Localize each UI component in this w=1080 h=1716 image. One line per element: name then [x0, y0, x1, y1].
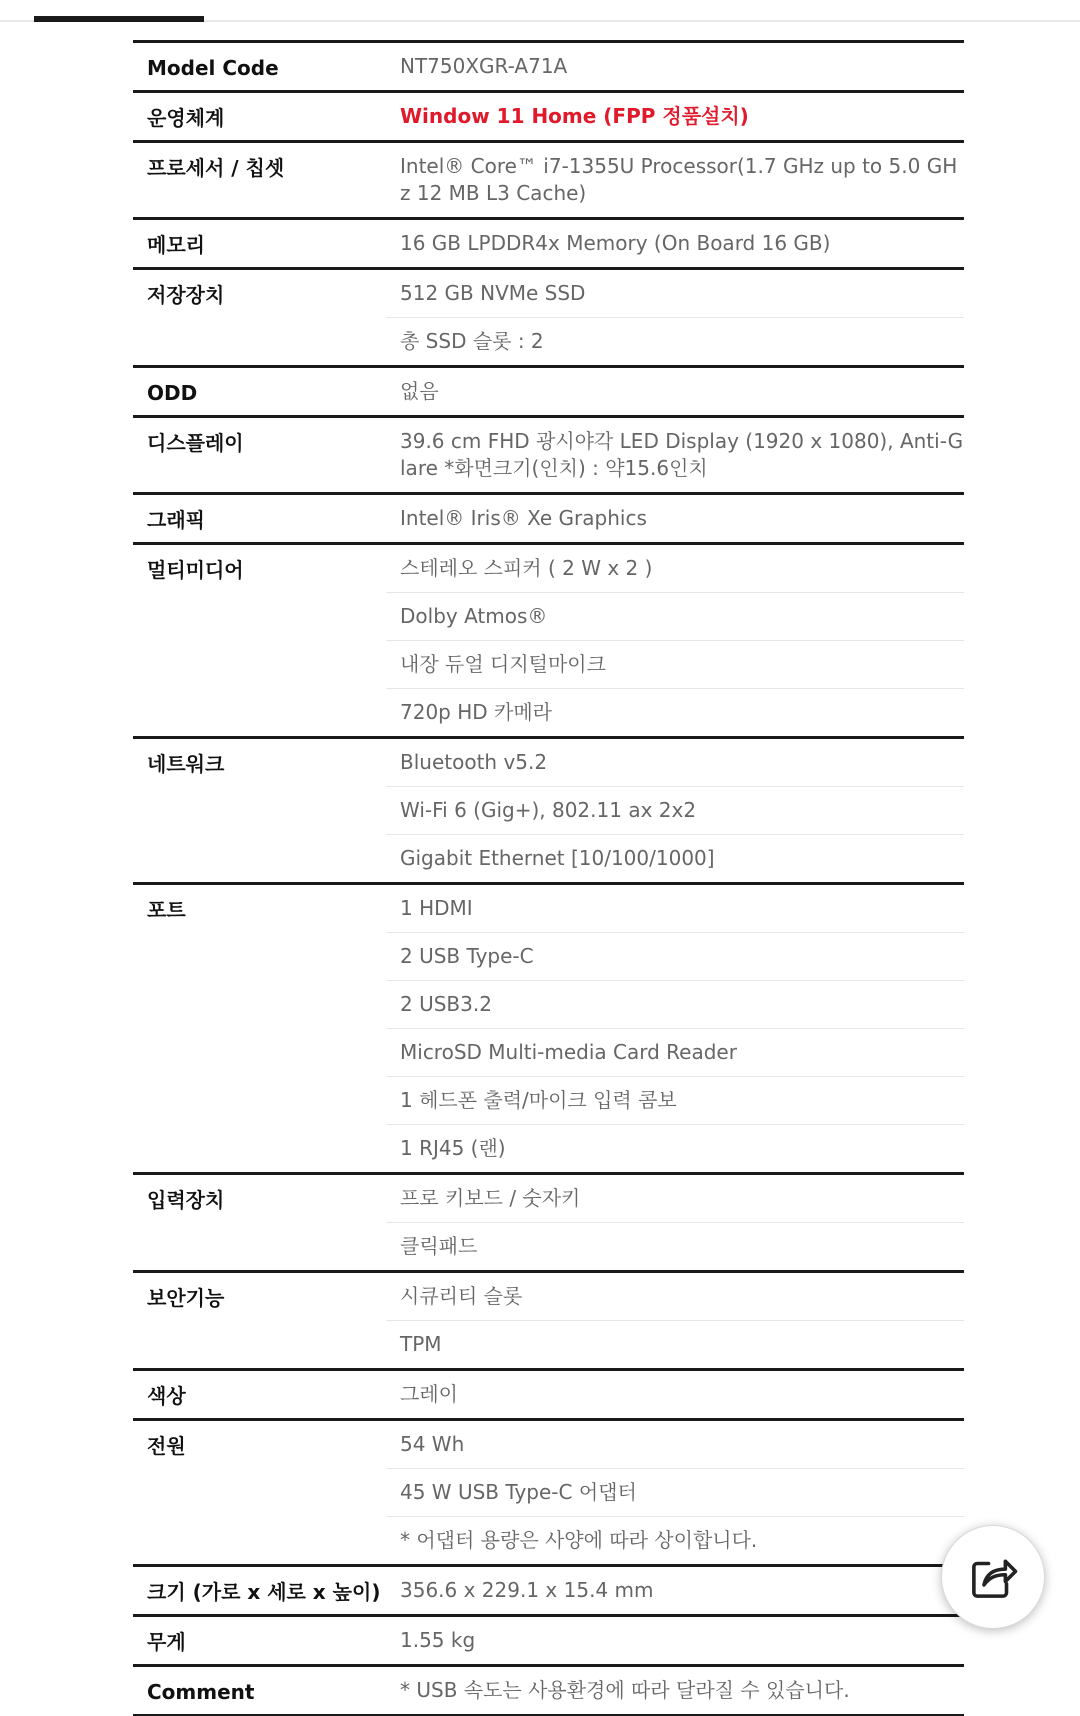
spec-value: MicroSD Multi-media Card Reader: [386, 1028, 964, 1076]
spec-values: [386, 885, 964, 1172]
spec-label: ODD: [147, 381, 198, 405]
spec-row: [133, 882, 964, 1172]
spec-values: [386, 1567, 964, 1614]
spec-values: [386, 43, 964, 90]
spec-row: [133, 1664, 964, 1714]
spec-value: Window 11 Home (FPP 정품설치): [400, 104, 749, 128]
spec-value: 54 Wh: [400, 1432, 465, 1456]
spec-label: 저장장치: [147, 283, 225, 307]
share-button[interactable]: [941, 1525, 1045, 1629]
spec-label: 전원: [147, 1434, 186, 1458]
spec-values: [386, 495, 964, 542]
spec-label: 네트워크: [147, 752, 225, 776]
spec-value: 2 USB Type-C: [386, 932, 964, 980]
spec-table: [133, 40, 964, 1716]
spec-row: [133, 40, 964, 90]
spec-value: Intel® Iris® Xe Graphics: [400, 506, 647, 530]
spec-label: 운영체계: [147, 106, 225, 130]
spec-values: [386, 220, 964, 267]
spec-values: [386, 1617, 964, 1664]
spec-row: [133, 542, 964, 736]
spec-value: Wi-Fi 6 (Gig+), 802.11 ax 2x2: [386, 786, 964, 834]
spec-row: [133, 1564, 964, 1614]
spec-value: 클릭패드: [386, 1222, 964, 1270]
spec-label: 그래픽: [147, 508, 205, 532]
spec-values: [386, 1371, 964, 1418]
spec-row: [133, 90, 964, 140]
spec-value: 1 RJ45 (랜): [386, 1124, 964, 1172]
spec-value: Gigabit Ethernet [10/100/1000]: [386, 834, 964, 882]
spec-value: Bluetooth v5.2: [400, 750, 548, 774]
spec-label: 프로세서 / 칩셋: [147, 156, 285, 180]
spec-value: 16 GB LPDDR4x Memory (On Board 16 GB): [400, 231, 831, 255]
spec-value: TPM: [386, 1320, 964, 1368]
spec-label: 포트: [147, 898, 186, 922]
spec-label: 색상: [147, 1384, 186, 1408]
spec-value: 시큐리티 슬롯: [400, 1284, 523, 1308]
spec-label: 입력장치: [147, 1188, 225, 1212]
spec-value: 1 헤드폰 출력/마이크 입력 콤보: [386, 1076, 964, 1124]
spec-row: [133, 415, 964, 492]
spec-value: 프로 키보드 / 숫자키: [400, 1186, 581, 1210]
spec-values: [386, 1175, 964, 1270]
spec-values: [386, 739, 964, 882]
spec-label: Comment: [147, 1680, 255, 1704]
spec-row: [133, 1368, 964, 1418]
spec-values: [386, 1273, 964, 1368]
spec-value: 1.55 kg: [400, 1628, 476, 1652]
spec-values: [386, 418, 964, 492]
spec-value: NT750XGR-A71A: [400, 54, 568, 78]
spec-row: [133, 736, 964, 882]
spec-row: [133, 1270, 964, 1368]
spec-label: 크기 (가로 x 세로 x 높이): [147, 1580, 381, 1604]
spec-values: [386, 143, 964, 217]
spec-row: [133, 267, 964, 365]
spec-row: [133, 140, 964, 217]
spec-label: 디스플레이: [147, 431, 244, 455]
spec-value: 스테레오 스피커 ( 2 W x 2 ): [400, 556, 653, 580]
spec-values: [386, 545, 964, 736]
spec-value: 356.6 x 229.1 x 15.4 mm: [400, 1578, 654, 1602]
spec-value: 내장 듀얼 디지털마이크: [386, 640, 964, 688]
share-icon: [966, 1550, 1020, 1604]
spec-value: 45 W USB Type-C 어댑터: [386, 1468, 964, 1516]
active-tab-indicator[interactable]: [34, 16, 204, 22]
spec-row: [133, 1614, 964, 1664]
spec-values: [386, 368, 964, 415]
spec-label: 보안기능: [147, 1286, 225, 1310]
spec-value: 39.6 cm FHD 광시야각 LED Display (1920 x 1080), Anti-Glare *화면크기(인치) : 약15.6인치: [400, 429, 964, 480]
spec-value: Dolby Atmos®: [386, 592, 964, 640]
spec-values: [386, 93, 964, 140]
spec-value: 그레이: [400, 1382, 458, 1406]
spec-value: * USB 속도는 사용환경에 따라 달라질 수 있습니다.: [400, 1678, 850, 1702]
spec-value: Intel® Core™ i7-1355U Processor(1.7 GHz up to 5.0 GHz 12 MB L3 Cache): [400, 154, 958, 205]
spec-value: 없음: [400, 379, 439, 403]
spec-label: 메모리: [147, 233, 205, 257]
tab-strip: [0, 0, 1080, 24]
spec-row: [133, 365, 964, 415]
spec-label: 멀티미디어: [147, 558, 244, 582]
spec-value: 1 HDMI: [400, 896, 473, 920]
spec-values: [386, 1667, 964, 1714]
spec-value: 512 GB NVMe SSD: [400, 281, 586, 305]
spec-row: [133, 217, 964, 267]
spec-row: [133, 1418, 964, 1564]
spec-row: [133, 1172, 964, 1270]
spec-row: [133, 492, 964, 542]
spec-value: 총 SSD 슬롯 : 2: [386, 317, 964, 365]
spec-value: 2 USB3.2: [386, 980, 964, 1028]
spec-value: * 어댑터 용량은 사양에 따라 상이합니다.: [386, 1516, 964, 1564]
spec-values: [386, 1421, 964, 1564]
spec-label: Model Code: [147, 56, 279, 80]
spec-value: 720p HD 카메라: [386, 688, 964, 736]
spec-label: 무게: [147, 1630, 186, 1654]
spec-values: [386, 270, 964, 365]
